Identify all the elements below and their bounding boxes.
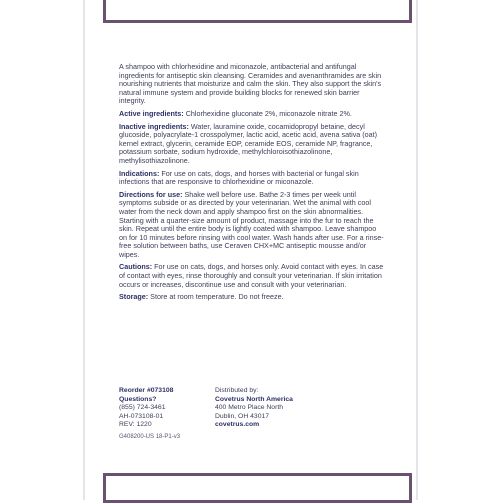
label-panel [119,63,385,306]
section-label: Cautions: [119,262,153,272]
section-label: Indications: [119,168,160,178]
label-footer [119,387,385,442]
reorder-number: Reorder #073108 [119,387,174,394]
section-text: For use on cats, dogs, and horses only. Avoid contact with eyes. In case of contact with eyes, rinse thoroughly and consult your veterinarian. If skin irritation occurs or increases, discontinue use and consult with your veterinarian. [119,262,384,289]
phone-number: (855) 724-3461 [119,404,166,412]
directions-for-use [119,191,385,260]
section-label: Inactive ingredients: [119,121,189,131]
reorder-info [119,387,203,430]
indications [119,170,385,187]
side-rule-left [83,0,85,500]
website: covetrus.com [215,421,260,429]
section-label: Directions for use: [119,189,183,199]
revision: REV: 1220 [119,421,152,429]
section-label: Active ingredients: [119,108,184,118]
cautions [119,263,385,289]
intro-paragraph: A shampoo with chlorhexidine and miconazole, antibacterial and antifungal ingredients for antiseptic skin cleansing. Ceramides and avenanthramides are skin nourishing nutrients that moisturize and calm the skin. They also support the skin's natural immune system and provide building blocks for renewed skin barrier integrity. [119,62,382,106]
section-text: Chlorhexidine gluconate 2%, miconazole nitrate 2%. [185,108,352,118]
section-text: For use on cats, dogs, and horses with bacterial or fungal skin infections that are responsive to chlorhexidine or miconazole. [119,168,359,187]
section-text: Water, lauramine oxide, cocamidopropyl betaine, decyl glucoside, polyacrylate-1 crosspolymer, lactic acid, acetic acid, avena sativa (oat) kernel extract, glycerin, ceramide EOP, ceramide EOS, ceramide NP, fragrance, potassium sorbate, sodium hydroxide, methylchloroisothiazolinone, methylisothiazolinone. [119,121,378,165]
active-ingredients [119,110,385,119]
distributor-info [215,387,375,430]
inactive-ingredients [119,123,385,166]
section-label: Storage: [119,292,149,302]
questions-heading: Questions? [119,395,157,403]
product-code: AH-073108-01 [119,412,164,420]
storage [119,293,385,302]
street-address: 400 Metro Place North [215,404,284,412]
city-state-zip: Dublin, OH 43017 [215,412,270,420]
company-name: Covetrus North America [215,395,293,403]
print-code: G408200-US 18-P1-v3 [119,433,181,440]
side-rule-right [416,0,418,500]
distributed-by-label: Distributed by: [215,387,259,394]
section-text: Shake well before use. Bathe 2-3 times per week until symptoms subside or as directed by your veterinarian. Wet the animal with cool water from the neck down and apply shampoo first on the skin abnormalities. Starting with a quarter-size amount of product, massage into the fur to reach the skin. Repeat until the entire body is lightly coated with shampoo. Leave shampoo on for 10 minutes before rinsing with cool water. Wash hands after use. For a rinse-free solution between baths, use Ceraven CHX+MC antiseptic mousse and/or wipes. [119,189,384,259]
section-text: Store at room temperature. Do not freeze. [150,292,284,302]
label-frame-top [103,0,412,23]
label-frame-bottom [103,473,412,503]
